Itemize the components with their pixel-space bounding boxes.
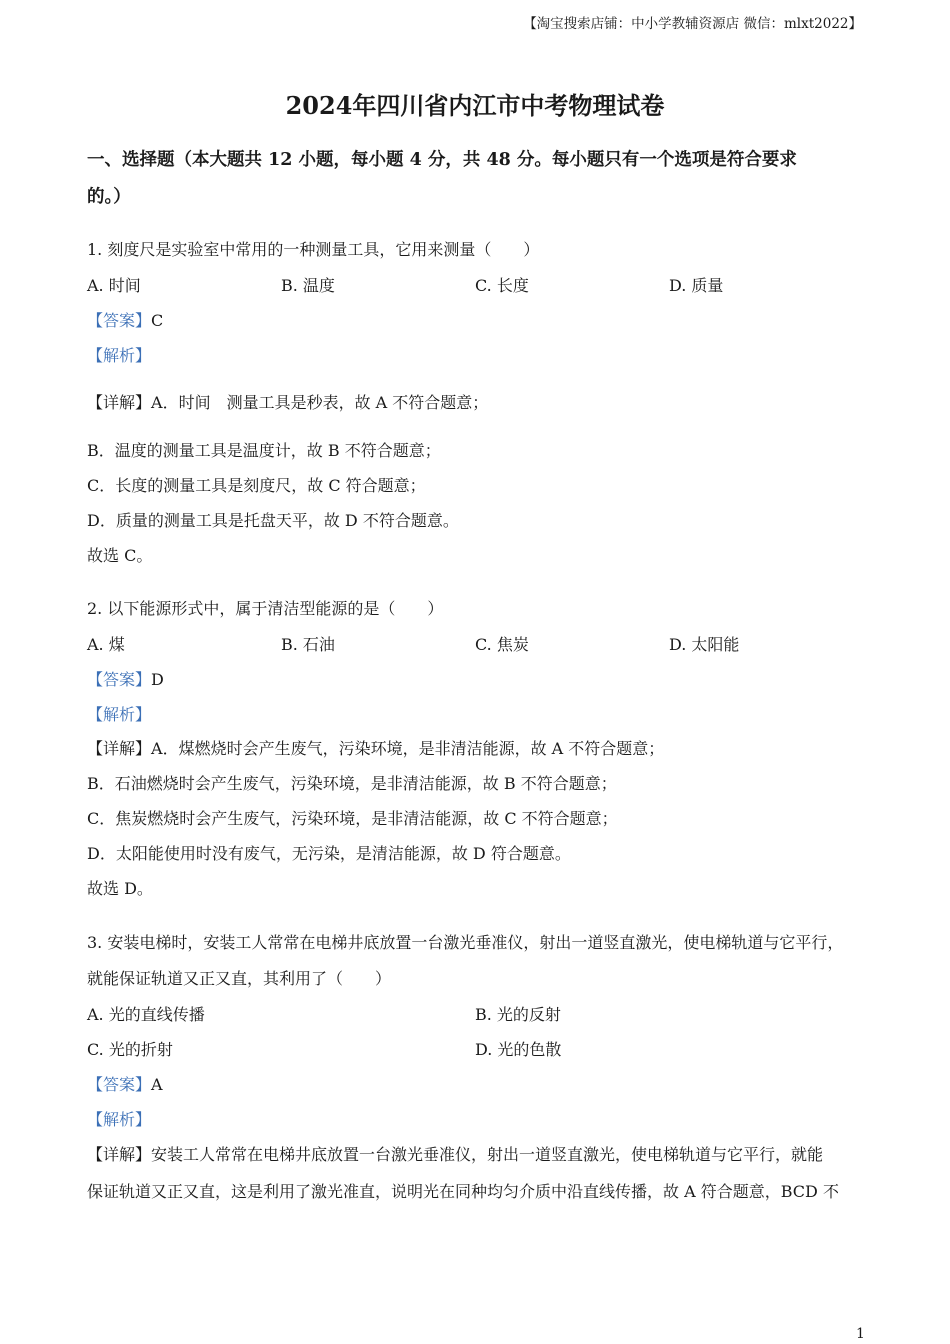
answer-label: 【答案】 (87, 311, 152, 330)
section-heading-cont: 的。） (87, 187, 131, 207)
page-header-note: 【淘宝搜索店铺：中小学教辅资源店 微信：mlxt2022】 (523, 16, 862, 32)
q3-answer-value: A (151, 1075, 163, 1094)
q2-option-b: B. 石油 (281, 635, 335, 654)
q1-conclusion: 故选 C。 (87, 546, 153, 565)
detail-label: 【详解】 (87, 739, 152, 758)
q3-option-a: A. 光的直线传播 (87, 1005, 205, 1024)
q1-option-b: B. 温度 (281, 276, 335, 295)
question-1-stem: 1. 刻度尺是实验室中常用的一种测量工具，它用来测量（ ） (87, 240, 540, 259)
q2-option-a: A. 煤 (87, 635, 125, 654)
page-title: 2024年四川省内江市中考物理试卷 (285, 91, 665, 120)
q1-analysis-label: 【解析】 (87, 346, 152, 365)
q1-option-d: D. 质量 (669, 276, 724, 295)
q2-option-c: C. 焦炭 (475, 635, 529, 654)
q2-detail-2: B．石油燃烧时会产生废气，污染环境，是非清洁能源，故 B 不符合题意； (87, 774, 617, 793)
q1-detail-2: B．温度的测量工具是温度计，故 B 不符合题意； (87, 441, 441, 460)
q2-detail-1 (87, 736, 664, 759)
q2-detail-4: D．太阳能使用时没有废气，无污染，是清洁能源，故 D 符合题意。 (87, 844, 571, 863)
q2-analysis-label: 【解析】 (87, 705, 152, 724)
section-heading: 一、选择题（本大题共 12 小题，每小题 4 分，共 48 分。每小题只有一个选项是符合要求 (87, 150, 797, 170)
detail-label: 【详解】 (87, 393, 152, 412)
q1-answer (87, 308, 163, 331)
q3-detail-1-text: 安装工人常常在电梯井底放置一台激光垂准仪，射出一道竖直激光，使电梯轨道与它平行，就能 (151, 1145, 824, 1164)
q2-conclusion: 故选 D。 (87, 879, 153, 898)
q1-detail-1-text: A．时间 测量工具是秒表，故 A 不符合题意； (151, 393, 489, 412)
q1-option-c: C. 长度 (475, 276, 529, 295)
q1-answer-value: C (151, 311, 164, 330)
q2-option-d: D. 太阳能 (669, 635, 740, 654)
q1-detail-4: D．质量的测量工具是托盘天平，故 D 不符合题意。 (87, 511, 459, 530)
q2-answer-value: D (151, 670, 164, 689)
q1-option-a: A. 时间 (87, 276, 141, 295)
q3-option-d: D. 光的色散 (475, 1040, 562, 1059)
q3-detail-2: 保证轨道又正又直，这是利用了激光准直，说明光在同种均匀介质中沿直线传播，故 A 符合题意，BCD 不 (87, 1182, 839, 1201)
q1-detail-3: C．长度的测量工具是刻度尺，故 C 符合题意； (87, 476, 426, 495)
answer-label: 【答案】 (87, 670, 152, 689)
detail-label: 【详解】 (87, 1145, 152, 1164)
q2-detail-3: C．焦炭燃烧时会产生废气，污染环境，是非清洁能源，故 C 不符合题意； (87, 809, 618, 828)
question-3-stem-cont: 就能保证轨道又正又直，其利用了（ ） (87, 969, 392, 988)
answer-label: 【答案】 (87, 1075, 152, 1094)
q2-answer (87, 667, 164, 690)
q3-option-c: C. 光的折射 (87, 1040, 173, 1059)
q3-detail-1 (87, 1142, 823, 1165)
q3-option-b: B. 光的反射 (475, 1005, 561, 1024)
q1-detail-1 (87, 390, 488, 413)
q3-answer (87, 1072, 163, 1095)
q2-detail-1-text: A．煤燃烧时会产生废气，污染环境，是非清洁能源，故 A 不符合题意； (151, 739, 665, 758)
page-number: 1 (856, 1326, 865, 1342)
q3-analysis-label: 【解析】 (87, 1110, 152, 1129)
question-3-stem: 3. 安装电梯时，安装工人常常在电梯井底放置一台激光垂准仪，射出一道竖直激光，使电梯轨道与它平行， (87, 933, 844, 952)
question-2-stem: 2. 以下能源形式中，属于清洁型能源的是（ ） (87, 599, 444, 618)
